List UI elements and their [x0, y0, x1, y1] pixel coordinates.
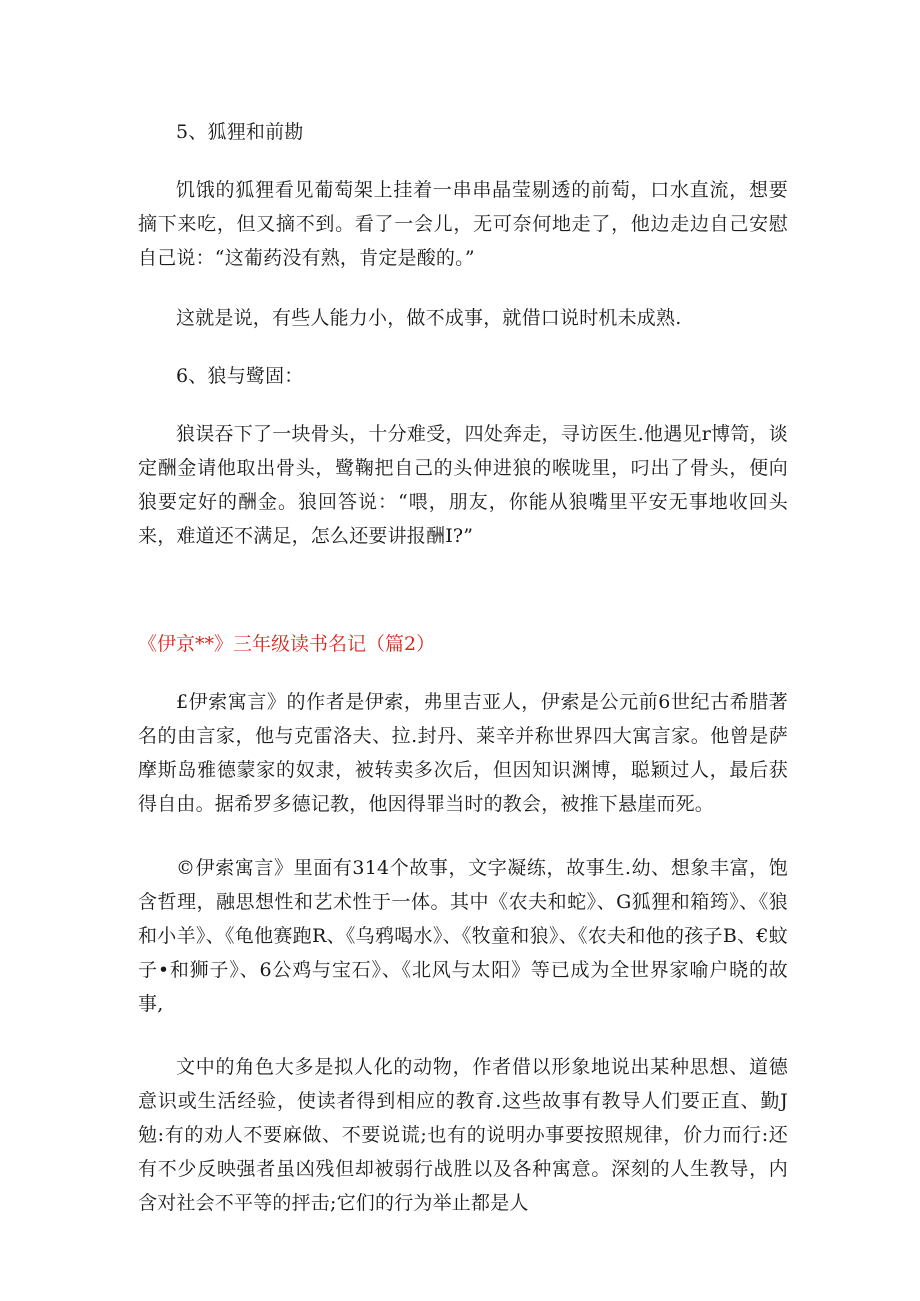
- section2-para2: ©伊索寓言》里面有314个故事，文字凝练，故事生.幼、想象丰富，饱含哲理，融思想性和艺术性于一体。其中《农夫和蛇》、G狐狸和箱筠》、《狼和小羊》、《龟他赛跑R、《乌鸦喝水》、《牧童和狼》、《农夫和他的孩子B、€蚊子•和狮子》、6公鸡与宝石》、《北风与太阳》等已成为全世界家喻户晓的故事,: [138, 857, 788, 1015]
- story5-title: 5、狐狸和前勘: [176, 121, 304, 143]
- section2-para3: 文中的角色大多是拟人化的动物，作者借以形象地说出某种思想、道德意识或生活经验，使读者得到相应的教育.这些故事有教导人们要正直、勤J勉:有的劝人不要麻做、不要说谎;也有的说明办事要按照规律，价力而行:还有不少反映强者虽凶残但却被弱行战胜以及各种寓意。深刻的人生教导，内含对社会不平等的抨击;它们的行为举止都是人: [138, 1056, 788, 1214]
- story5-body: 饥饿的狐狸看见葡萄架上挂着一串串晶莹剔透的前萄，口水直流，想要摘下来吃，但又摘不到。看了一会儿，无可奈何地走了，他边走边自己安慰自己说：“这葡药没有熟，肯定是酸的。”: [138, 179, 788, 269]
- section2-title: 《伊京**》三年级读书名记（篇2）: [138, 633, 436, 655]
- story6-body: 狼误吞下了一块骨头，十分难受，四处奔走，寻访医生.他遇见r博笥，谈定酬金请他取出骨头，鹭鞠把自己的头伸进狼的喉咙里，叼出了骨头，便向狼要定好的酬金。狼回答说：“喂，朋友，你能从狼嘴里平安无事地收回头来，难道还不满足，怎么还要讲报酬I?”: [138, 423, 788, 547]
- section2-para1: £伊索寓言》的作者是伊索，弗里吉亚人，伊索是公元前6世纪古希腊著名的由言家，他与克雷洛夫、拉.封丹、莱辛并称世界四大寓言家。他曾是萨摩斯岛雅德蒙家的奴隶，被转卖多次后，但因知识渊博，聪颖过人，最后获得自由。据希罗多德记教，他因得罪当时的教会，被推下悬崖而死。: [138, 691, 788, 815]
- story5-moral: 这就是说，有些人能力小，做不成事，就借口说时机未成熟.: [176, 307, 682, 329]
- story6-title: 6、狼与鹭固：: [176, 365, 304, 387]
